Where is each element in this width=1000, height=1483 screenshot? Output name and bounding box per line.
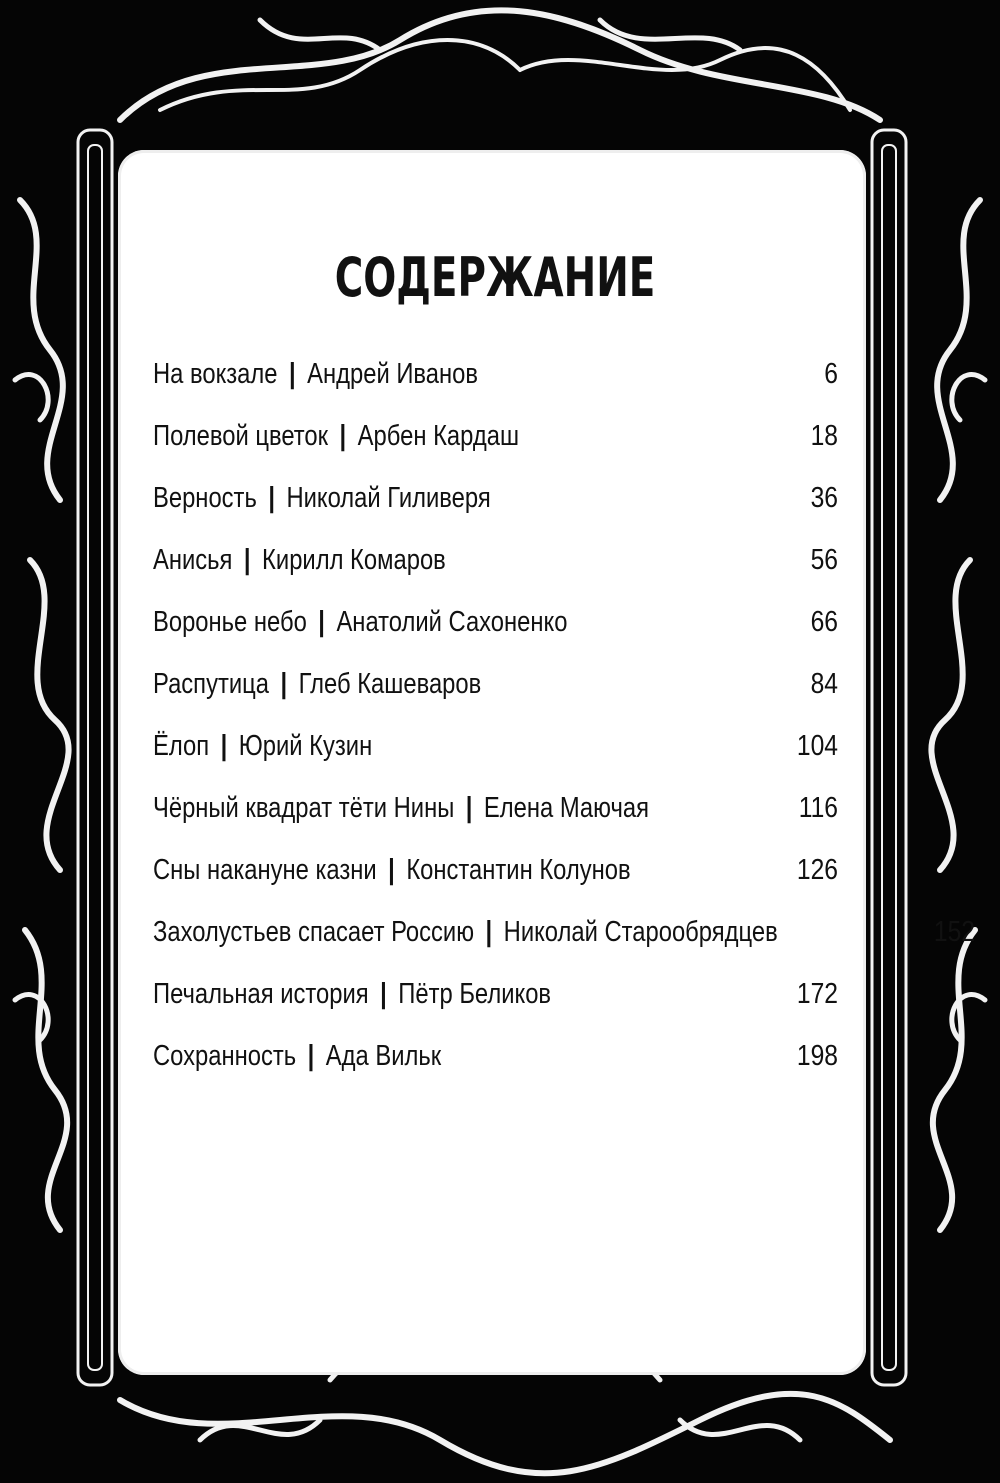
author-name: Андрей Иванов [307, 358, 479, 390]
table-of-contents [153, 358, 975, 1102]
story-title: Анисья [153, 544, 233, 576]
toc-entry[interactable] [153, 792, 838, 854]
separator: | [268, 482, 275, 514]
separator: | [288, 358, 296, 390]
author-name: Константин Колунов [406, 854, 631, 886]
toc-entry[interactable] [153, 978, 838, 1040]
page-number: 66 [810, 606, 838, 638]
author-name: Глеб Кашеваров [298, 668, 482, 700]
toc-entry[interactable] [153, 606, 838, 668]
story-title: Распутица [153, 668, 269, 700]
story-title: Захолустьев спасает Россию [153, 916, 475, 948]
story-title: Чёрный квадрат тёти Нины [153, 792, 455, 824]
toc-entry[interactable] [153, 544, 838, 606]
toc-entry[interactable] [153, 482, 838, 544]
separator: | [388, 854, 395, 886]
separator: | [220, 730, 228, 762]
author-name: Николай Гиливеря [286, 482, 491, 514]
separator: | [243, 544, 251, 576]
separator: | [485, 916, 493, 948]
toc-entry[interactable] [153, 1040, 838, 1102]
page-number: 152 [933, 916, 975, 948]
page-number: 198 [796, 1040, 838, 1072]
toc-entry[interactable] [153, 358, 838, 420]
story-title: Верность [153, 482, 257, 514]
story-title: На вокзале [153, 358, 278, 390]
page-number: 116 [798, 792, 838, 824]
separator: | [318, 606, 325, 638]
separator: | [465, 792, 473, 824]
author-name: Арбен Кардаш [357, 420, 520, 452]
toc-entry[interactable] [153, 916, 975, 978]
author-name: Анатолий Сахоненко [336, 606, 568, 638]
author-name: Николай Старообрядцев [503, 916, 778, 948]
separator: | [380, 978, 387, 1010]
author-name: Кирилл Комаров [262, 544, 446, 576]
story-title: Сны накануне казни [153, 854, 377, 886]
page-number: 172 [796, 978, 838, 1010]
author-name: Ада Вильк [325, 1040, 442, 1072]
page-number: 6 [824, 358, 838, 390]
separator: | [339, 420, 347, 452]
page-number: 104 [796, 730, 838, 762]
story-title: Сохранность [153, 1040, 297, 1072]
separator: | [307, 1040, 315, 1072]
page-number: 36 [810, 482, 838, 514]
story-title: Воронье небо [153, 606, 307, 638]
toc-entry[interactable] [153, 420, 838, 482]
page-title: СОДЕРЖАНИЕ [334, 246, 656, 310]
page-number: 126 [796, 854, 838, 886]
story-title: Ёлоп [153, 730, 210, 762]
toc-entry[interactable] [153, 668, 838, 730]
story-title: Печальная история [153, 978, 369, 1010]
author-name: Юрий Кузин [238, 730, 373, 762]
toc-entry[interactable] [153, 730, 838, 792]
page-number: 84 [810, 668, 838, 700]
author-name: Пётр Беликов [398, 978, 552, 1010]
page-number: 18 [810, 420, 838, 452]
toc-entry[interactable] [153, 854, 838, 916]
author-name: Елена Маючая [483, 792, 649, 824]
page-number: 56 [810, 544, 838, 576]
story-title: Полевой цветок [153, 420, 329, 452]
separator: | [280, 668, 288, 700]
